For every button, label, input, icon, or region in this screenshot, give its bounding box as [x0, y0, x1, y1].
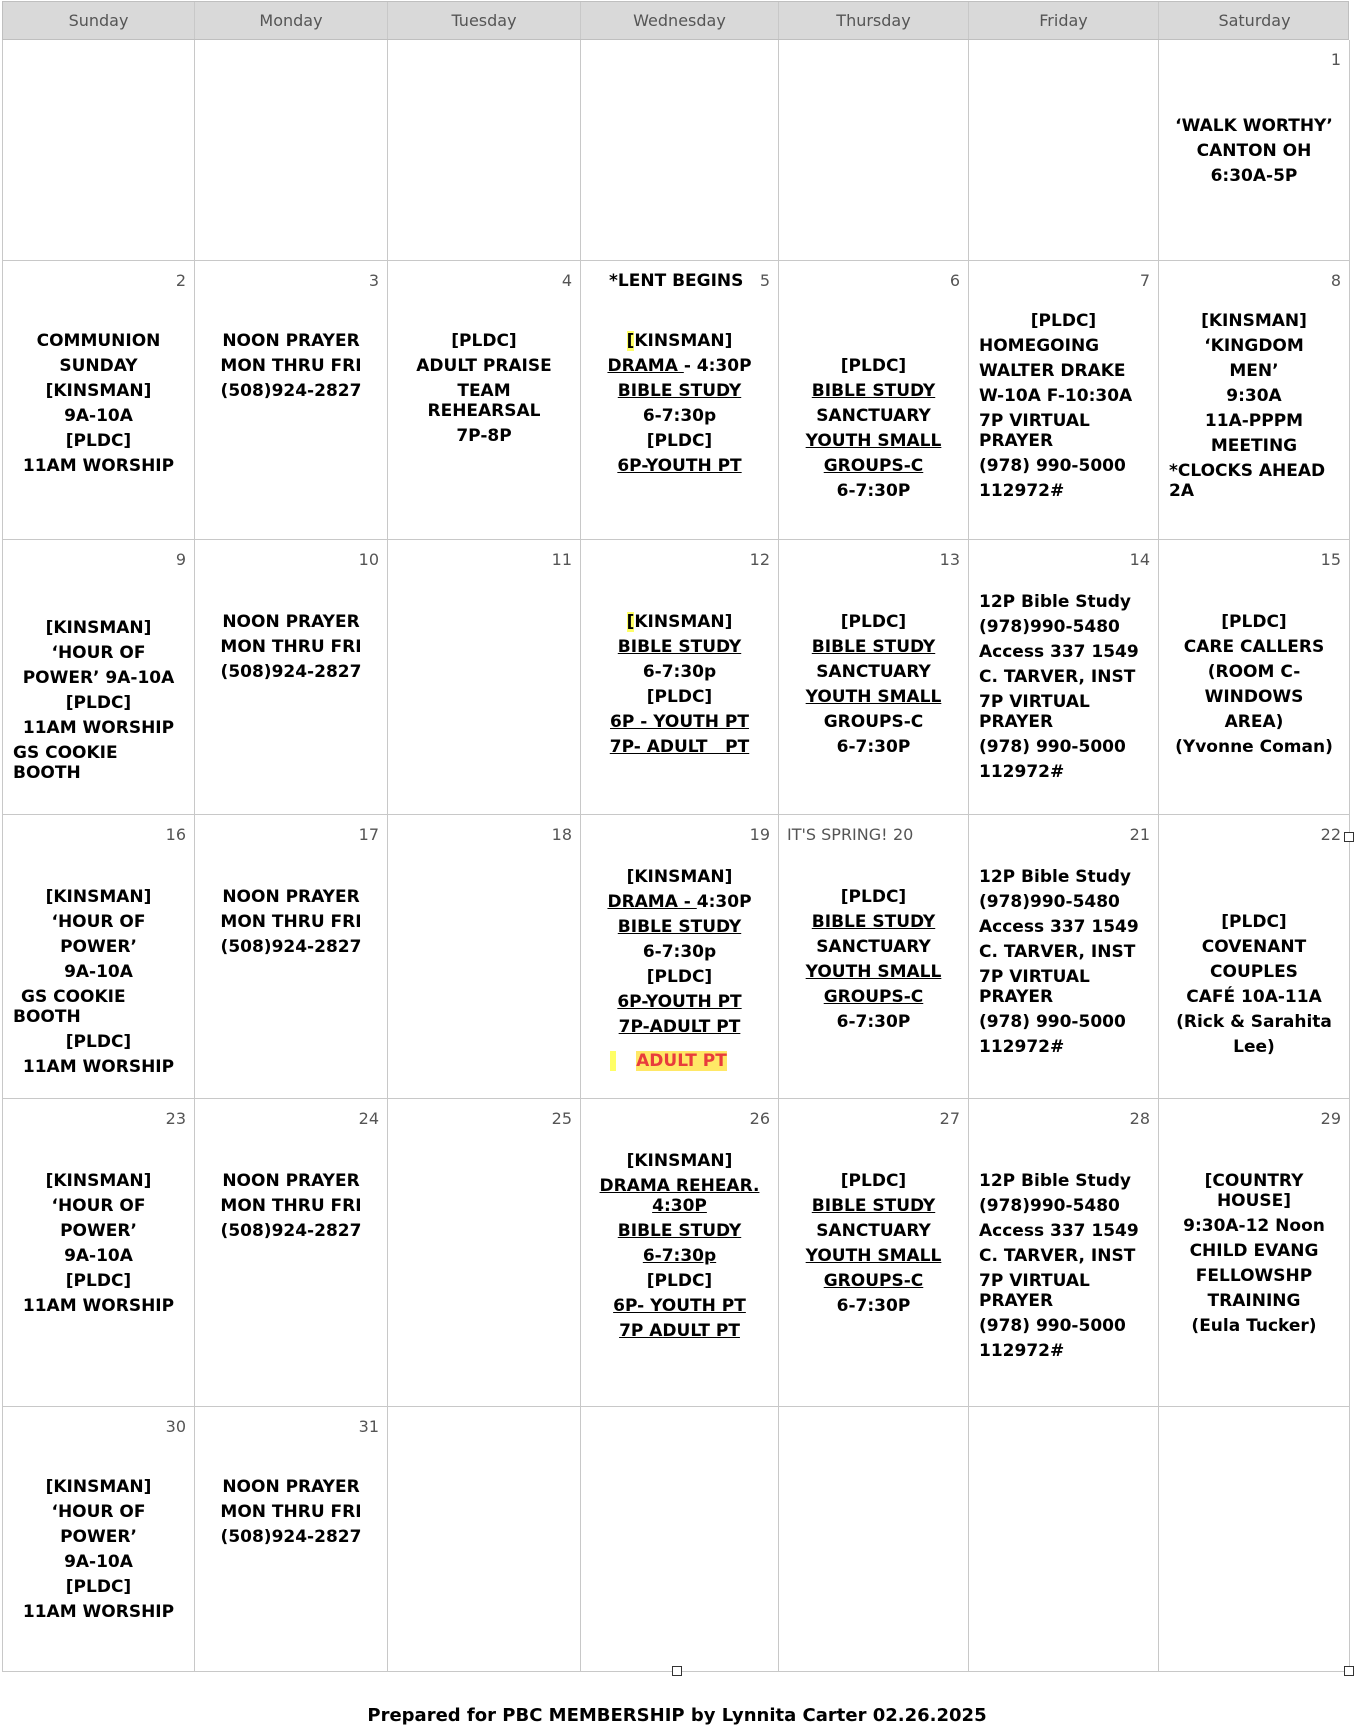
event-line: [PLDC] [1221, 612, 1287, 632]
day-cell-10[interactable] [195, 540, 388, 815]
event-line: [KINSMAN] [45, 381, 152, 401]
day-number: 22 [1320, 825, 1341, 844]
event-line: 6P - YOUTH PT [610, 712, 749, 732]
event-line: (Eula Tucker) [1191, 1316, 1317, 1336]
event-line: (508)924-2827 [220, 662, 362, 682]
day-number: 29 [1320, 1109, 1341, 1128]
event-line: DRAMA - 4:30P [607, 356, 752, 376]
event-line: [KINSMAN] [45, 887, 152, 907]
day-cell-14[interactable] [969, 540, 1159, 815]
event-line: POWER’ [60, 1221, 137, 1241]
event-line: POWER’ [60, 937, 137, 957]
event-line: *CLOCKS AHEAD [1169, 461, 1326, 481]
event-line: [KINSMAN] [626, 1151, 733, 1171]
day-number: 23 [165, 1109, 186, 1128]
event-line: GROUPS-C [823, 456, 924, 476]
event-line: Access 337 1549 [979, 642, 1139, 662]
event-line: 2A [1169, 481, 1194, 501]
event-line: SANCTUARY [816, 662, 931, 682]
day-cell-12[interactable] [581, 540, 779, 815]
event-line: (978) 990-5000 [979, 737, 1126, 757]
event-line: 6P- YOUTH PT [613, 1296, 746, 1316]
event-line: [COUNTRY [1204, 1171, 1304, 1191]
event-line: [KINSMAN] [45, 618, 152, 638]
day-number: 17 [358, 825, 379, 844]
day-cell-4[interactable] [388, 261, 581, 540]
day-cell-20[interactable] [779, 815, 969, 1099]
event-line: C. TARVER, INST [979, 1246, 1136, 1266]
event-list [969, 592, 1158, 787]
event-line: BIBLE STUDY [617, 381, 742, 401]
weekday-saturday: Saturday [1218, 11, 1291, 30]
resize-handle[interactable] [672, 1666, 682, 1676]
event-line: [KINSMAN] [626, 867, 733, 887]
event-line: 7P VIRTUAL [979, 967, 1090, 987]
event-line: 6-7:30p [642, 942, 717, 962]
event-line: ‘HOUR OF [51, 1502, 146, 1522]
event-line: 7P VIRTUAL [979, 411, 1090, 431]
event-line: (978)990-5480 [979, 892, 1120, 912]
event-list [3, 1477, 194, 1627]
event-line: GROUPS-C [823, 987, 924, 1007]
event-line: [PLDC] [840, 887, 907, 907]
day-number: 11 [551, 550, 572, 569]
event-line: [PLDC] [646, 1271, 713, 1291]
event-line: (508)924-2827 [220, 1221, 362, 1241]
event-line: 9A-10A [64, 1552, 133, 1572]
event-line: YOUTH SMALL [805, 687, 942, 707]
event-line: WINDOWS [1204, 687, 1304, 707]
event-line: DRAMA - 4:30P [607, 892, 752, 912]
event-line: [PLDC] [646, 431, 713, 451]
event-line: NOON PRAYER [222, 331, 360, 351]
event-line: SUNDAY [59, 356, 138, 376]
event-line: [PLDC] [840, 1171, 907, 1191]
day-number: 18 [551, 825, 572, 844]
event-list [1159, 116, 1349, 191]
event-line: [KINSMAN] [1201, 311, 1307, 331]
event-line: FELLOWSHP [1195, 1266, 1313, 1286]
day-number: 7 [1139, 271, 1150, 290]
event-line: PRAYER [979, 431, 1054, 451]
event-line: GS COOKIE [21, 987, 126, 1007]
event-line: ‘KINGDOM [1204, 336, 1304, 356]
event-line: 12P Bible Study [979, 592, 1131, 612]
event-line: GS COOKIE [13, 743, 118, 763]
lent-begins-label: *LENT BEGINS [609, 271, 744, 291]
event-line: W-10A F-10:30A [979, 386, 1133, 406]
event-line: (978) 990-5000 [979, 1316, 1126, 1336]
event-line: 7P VIRTUAL [979, 692, 1090, 712]
day-cell-19[interactable] [581, 815, 779, 1099]
day-cell-7[interactable] [969, 261, 1159, 540]
event-line: [KINSMAN] [626, 331, 733, 351]
week-row [2, 1407, 1349, 1672]
calendar-grid [2, 1, 1349, 1672]
day-number: 4 [561, 271, 572, 290]
event-line-highlighted: ADULT PT [581, 1051, 778, 1071]
event-list [779, 356, 968, 506]
event-line: COUPLES [1210, 962, 1298, 982]
week-row [2, 815, 1349, 1099]
weekday-wednesday: Wednesday [581, 2, 779, 39]
event-line: 6P-YOUTH PT [617, 992, 742, 1012]
event-list [1159, 912, 1349, 1062]
event-line: [PLDC] [65, 1271, 132, 1291]
day-number: 13 [939, 550, 960, 569]
event-line: (978)990-5480 [979, 617, 1120, 637]
event-list [581, 612, 778, 762]
event-list [581, 867, 778, 1076]
event-line: 11AM WORSHIP [22, 1296, 175, 1316]
event-line: MEN’ [1229, 361, 1279, 381]
week-row [2, 1099, 1349, 1407]
weekday-sunday: Sunday [3, 2, 195, 39]
day-cell-13[interactable] [779, 540, 969, 815]
day-cell-22[interactable] [1159, 815, 1350, 1099]
event-line: AREA) [1224, 712, 1284, 732]
event-line: TEAM [457, 381, 511, 401]
day-number: 1 [1330, 50, 1341, 69]
event-line: Access 337 1549 [979, 917, 1139, 937]
event-list [388, 331, 580, 451]
day-cell-empty[interactable] [969, 40, 1159, 261]
event-line: PRAYER [979, 987, 1054, 1007]
day-cell-empty[interactable] [3, 40, 195, 261]
event-line: [PLDC] [840, 356, 907, 376]
event-line: BIBLE STUDY [811, 381, 936, 401]
day-cell-2[interactable] [3, 261, 195, 540]
event-list [969, 1171, 1158, 1366]
event-line: (Rick & Sarahita [1176, 1012, 1332, 1032]
day-cell-empty[interactable] [1159, 1407, 1350, 1672]
event-line: 6-7:30p [642, 662, 717, 682]
day-cell-empty[interactable] [779, 1407, 969, 1672]
event-line: ‘HOUR OF [51, 912, 146, 932]
event-line: 11AM WORSHIP [22, 1602, 175, 1622]
event-line: [PLDC] [646, 967, 713, 987]
event-line: 9:30A-12 Noon [1183, 1216, 1325, 1236]
event-list [969, 311, 1158, 506]
event-line: (978) 990-5000 [979, 1012, 1126, 1032]
event-line: MON THRU FRI [220, 912, 362, 932]
day-cell-9[interactable] [3, 540, 195, 815]
event-line: ‘HOUR OF [51, 1196, 146, 1216]
event-line: COVENANT [1201, 937, 1307, 957]
event-line: ADULT PRAISE [416, 356, 552, 376]
event-line: HOUSE] [1216, 1191, 1292, 1211]
event-line: 7P- ADULT PT [609, 737, 750, 757]
event-line: SANCTUARY [816, 406, 931, 426]
event-line: CAFÉ 10A-11A [1186, 987, 1322, 1007]
event-list [779, 1171, 968, 1321]
event-line: NOON PRAYER [222, 1171, 360, 1191]
day-number: 12 [749, 550, 770, 569]
event-list [195, 1171, 387, 1246]
day-number: 21 [1129, 825, 1150, 844]
event-line: POWER’ 9A-10A [22, 668, 175, 688]
day-cell-6[interactable] [779, 261, 969, 540]
day-number: 27 [939, 1109, 960, 1128]
day-number: 10 [358, 550, 379, 569]
event-line: 112972# [979, 1037, 1065, 1057]
day-number: 30 [165, 1417, 186, 1436]
event-line: NOON PRAYER [222, 887, 360, 907]
event-line: (Yvonne Coman) [1175, 737, 1333, 757]
day-number: 26 [749, 1109, 770, 1128]
event-line: YOUTH SMALL [805, 962, 942, 982]
event-line: REHEARSAL [427, 401, 541, 421]
event-line: PRAYER [979, 1291, 1054, 1311]
event-list [3, 1171, 194, 1321]
event-line: MON THRU FRI [220, 1502, 362, 1522]
resize-handle[interactable] [1344, 1666, 1354, 1676]
day-cell-31[interactable] [195, 1407, 388, 1672]
day-number: 20 [893, 825, 914, 844]
event-line: NOON PRAYER [222, 612, 360, 632]
event-list [195, 612, 387, 687]
event-line: SANCTUARY [816, 1221, 931, 1241]
day-cell-30[interactable] [3, 1407, 195, 1672]
day-cell-empty[interactable] [969, 1407, 1159, 1672]
event-line: (978) 990-5000 [979, 456, 1126, 476]
event-line: 7P-ADULT PT [618, 1017, 741, 1037]
event-line: 6-7:30P [836, 1296, 911, 1316]
day-number: 2 [175, 271, 186, 290]
event-line: Access 337 1549 [979, 1221, 1139, 1241]
weekday-thursday: Thursday [779, 2, 969, 39]
day-number: 28 [1129, 1109, 1150, 1128]
event-line: 6-7:30p [642, 1246, 717, 1266]
day-cell-5[interactable] [581, 261, 779, 540]
weekday-header [2, 1, 1349, 40]
event-line: 9A-10A [64, 406, 133, 426]
event-line: (978)990-5480 [979, 1196, 1120, 1216]
event-line: Lee) [1233, 1037, 1275, 1057]
day-number: 15 [1320, 550, 1341, 569]
event-line: (508)924-2827 [220, 381, 362, 401]
event-line: CHILD EVANG [1189, 1241, 1319, 1261]
day-cell-8[interactable] [1159, 261, 1350, 540]
event-list [779, 887, 968, 1037]
event-line: 112972# [979, 1341, 1065, 1361]
day-cell-25[interactable] [388, 1099, 581, 1407]
event-line: 9A-10A [64, 1246, 133, 1266]
event-line: 11AM WORSHIP [22, 1057, 175, 1077]
event-line: (508)924-2827 [220, 1527, 362, 1547]
day-number: 16 [165, 825, 186, 844]
day-cell-26[interactable] [581, 1099, 779, 1407]
day-cell-21[interactable] [969, 815, 1159, 1099]
event-line: BIBLE STUDY [811, 1196, 936, 1216]
day-number: 3 [368, 271, 379, 290]
event-list [1159, 612, 1349, 762]
day-cell-16[interactable] [3, 815, 195, 1099]
event-line: GROUPS-C [823, 1271, 924, 1291]
event-list [779, 612, 968, 762]
event-line: 9A-10A [64, 962, 133, 982]
event-line: (508)924-2827 [220, 937, 362, 957]
event-line: COMMUNION [36, 331, 161, 351]
event-line: ‘WALK WORTHY’ [1175, 116, 1333, 136]
event-line: 112972# [979, 481, 1065, 501]
event-line: YOUTH SMALL [805, 1246, 942, 1266]
weekday-monday: Monday [195, 2, 388, 39]
event-line: BOOTH [13, 763, 81, 783]
event-line: CARE CALLERS [1183, 637, 1325, 657]
day-cell-empty[interactable] [581, 40, 779, 261]
week-row [2, 40, 1349, 261]
day-number: 5 [759, 271, 770, 290]
event-line: 9:30A [1226, 386, 1282, 406]
event-line: [PLDC] [840, 612, 907, 632]
event-line: BIBLE STUDY [811, 637, 936, 657]
day-cell-18[interactable] [388, 815, 581, 1099]
event-line: 11A-PPPM [1204, 411, 1304, 431]
day-number: 24 [358, 1109, 379, 1128]
event-line: BIBLE STUDY [617, 637, 742, 657]
day-cell-23[interactable] [3, 1099, 195, 1407]
day-number: 31 [358, 1417, 379, 1436]
day-cell-28[interactable] [969, 1099, 1159, 1407]
day-cell-15[interactable] [1159, 540, 1350, 815]
event-line: C. TARVER, INST [979, 667, 1136, 687]
day-cell-27[interactable] [779, 1099, 969, 1407]
day-number: 8 [1330, 271, 1341, 290]
event-list [1159, 311, 1349, 506]
event-line: [KINSMAN] [45, 1171, 152, 1191]
day-cell-24[interactable] [195, 1099, 388, 1407]
event-line: 6-7:30P [836, 1012, 911, 1032]
event-line: [PLDC] [1221, 912, 1287, 932]
event-line: [PLDC] [65, 693, 132, 713]
event-line: SANCTUARY [816, 937, 931, 957]
event-line: YOUTH SMALL [805, 431, 942, 451]
event-line: (ROOM C- [1207, 662, 1301, 682]
day-cell-empty[interactable] [195, 40, 388, 261]
week-row [2, 261, 1349, 540]
event-line: 12P Bible Study [979, 867, 1131, 887]
event-line: DRAMA REHEAR. [599, 1176, 760, 1196]
event-line: 12P Bible Study [979, 1171, 1131, 1191]
weekday-tuesday: Tuesday [388, 2, 581, 39]
day-number: 19 [749, 825, 770, 844]
day-cell-empty[interactable] [388, 40, 581, 261]
event-line: MEETING [1210, 436, 1298, 456]
event-line: [KINSMAN] [626, 612, 733, 632]
event-line: 4:30P [652, 1196, 707, 1216]
day-number: 6 [949, 271, 960, 290]
event-line: 6P-YOUTH PT [617, 456, 742, 476]
event-line: [PLDC] [65, 1577, 132, 1597]
event-line: BIBLE STUDY [617, 1221, 742, 1241]
event-list [3, 618, 194, 788]
weekday-friday: Friday [969, 2, 1159, 39]
event-line: 112972# [979, 762, 1065, 782]
event-line: 11AM WORSHIP [22, 718, 175, 738]
event-line: GROUPS-C [823, 712, 924, 732]
event-line: [KINSMAN] [45, 1477, 152, 1497]
day-number: 9 [175, 550, 186, 569]
event-line: 11AM WORSHIP [22, 456, 175, 476]
event-line: BIBLE STUDY [811, 912, 936, 932]
event-line: WALTER DRAKE [979, 361, 1126, 381]
event-list [3, 887, 194, 1082]
event-line: C. TARVER, INST [979, 942, 1136, 962]
resize-handle[interactable] [1344, 832, 1354, 842]
spring-label: IT'S SPRING! [787, 825, 888, 844]
event-list [1159, 1171, 1349, 1341]
event-line: BOOTH [13, 1007, 81, 1027]
day-cell-empty[interactable] [779, 40, 969, 261]
event-line: CANTON OH [1196, 141, 1312, 161]
day-cell-17[interactable] [195, 815, 388, 1099]
event-line: 6-7:30p [642, 406, 717, 426]
event-list [969, 867, 1158, 1062]
event-list [195, 887, 387, 962]
event-line: 7P-8P [456, 426, 512, 446]
day-number: 14 [1129, 550, 1150, 569]
event-line: 7P VIRTUAL [979, 1271, 1090, 1291]
day-cell-3[interactable] [195, 261, 388, 540]
day-cell-empty[interactable] [388, 1407, 581, 1672]
event-line: 7P ADULT PT [619, 1321, 740, 1341]
event-line: [PLDC] [451, 331, 517, 351]
event-line: MON THRU FRI [220, 637, 362, 657]
event-line: TRAINING [1207, 1291, 1301, 1311]
event-line: [PLDC] [65, 431, 132, 451]
event-line: [PLDC] [646, 687, 713, 707]
week-row [2, 540, 1349, 815]
event-list [3, 331, 194, 481]
event-line: 6-7:30P [836, 737, 911, 757]
event-line: PRAYER [979, 712, 1054, 732]
day-cell-11[interactable] [388, 540, 581, 815]
event-list [195, 1477, 387, 1552]
event-line: [PLDC] [1030, 311, 1097, 331]
event-line: 6-7:30P [836, 481, 911, 501]
event-list [581, 331, 778, 481]
day-cell-1[interactable] [1159, 40, 1350, 261]
event-line: POWER’ [60, 1527, 137, 1547]
day-cell-29[interactable] [1159, 1099, 1350, 1407]
event-list [581, 1151, 778, 1346]
event-line: MON THRU FRI [220, 356, 362, 376]
day-cell-empty[interactable] [581, 1407, 779, 1672]
event-line: MON THRU FRI [220, 1196, 362, 1216]
event-line: BIBLE STUDY [617, 917, 742, 937]
footer-credit: Prepared for PBC MEMBERSHIP by Lynnita Carter 02.26.2025 [367, 1705, 987, 1726]
day-number: 25 [551, 1109, 572, 1128]
event-line: HOMEGOING [979, 336, 1100, 356]
event-line: [PLDC] [65, 1032, 132, 1052]
event-line: NOON PRAYER [222, 1477, 360, 1497]
event-line: ‘HOUR OF [51, 643, 146, 663]
event-line: 6:30A-5P [1210, 166, 1298, 186]
event-list [195, 331, 387, 406]
